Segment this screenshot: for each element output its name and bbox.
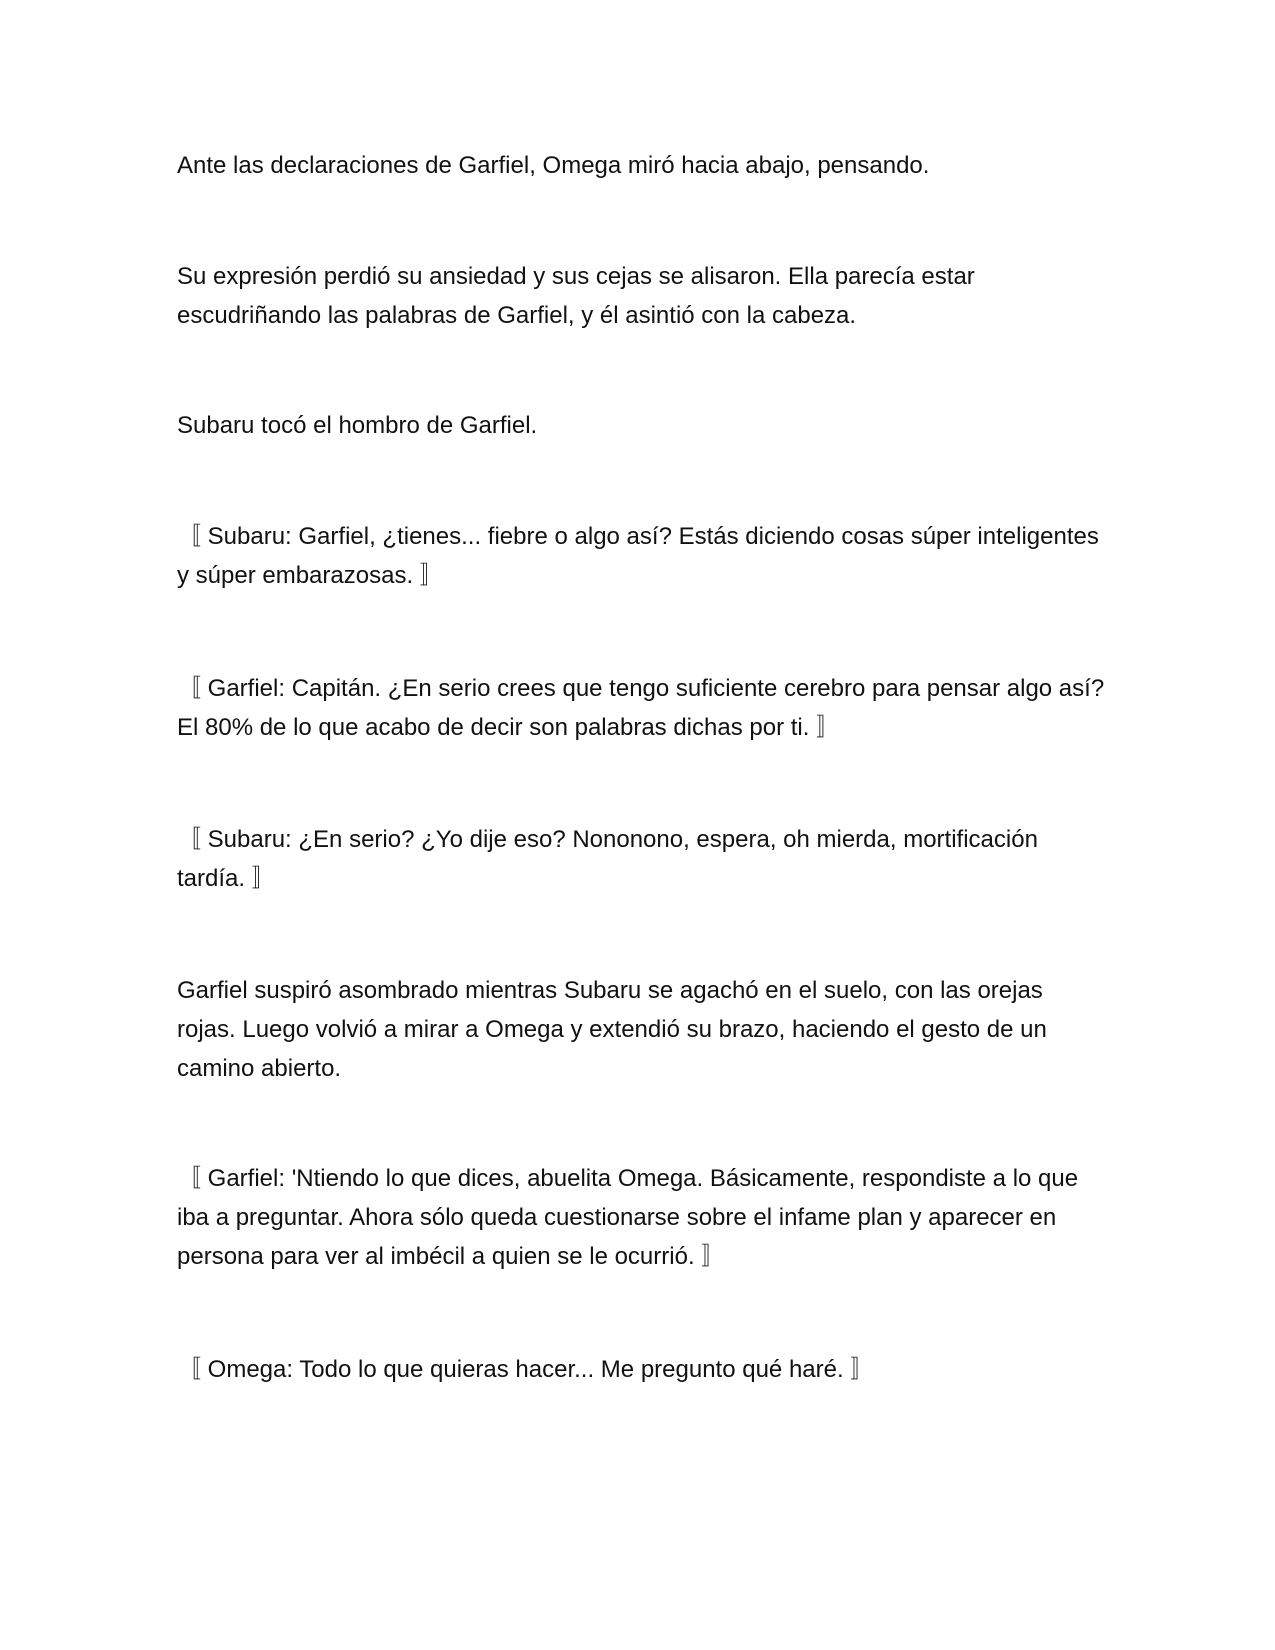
paragraph-narration-4: Garfiel suspiró asombrado mientras Subaru se agachó en el suelo, con las orejas rojas. Luego volvió a mirar a Omega y extendió su brazo, haciendo el gesto de un camino abierto. bbox=[177, 977, 1047, 1082]
dialogue-garfiel-1: 〚 Garfiel: Capitán. ¿En serio crees que tengo suficiente cerebro para pensar algo así? El 80% de lo que acabo de decir son palabras dichas por ti. 〛 bbox=[177, 675, 1105, 741]
paragraph-narration-3: Subaru tocó el hombro de Garfiel. bbox=[177, 412, 538, 439]
dialogue-subaru-2: 〚 Subaru: ¿En serio? ¿Yo dije eso? Nononono, espera, oh mierda, mortificación tardía. 〛 bbox=[177, 826, 1038, 892]
dialogue-garfiel-2: 〚 Garfiel: 'Ntiendo lo que dices, abuelita Omega. Básicamente, respondiste a lo que iba a preguntar. Ahora sólo queda cuestionarse sobre el infame plan y aparecer en persona para ver al imbécil a quien se le ocurrió. 〛 bbox=[177, 1165, 1079, 1270]
paragraph-narration-1: Ante las declaraciones de Garfiel, Omega miró hacia abajo, pensando. bbox=[177, 152, 930, 179]
dialogue-omega-1: 〚 Omega: Todo lo que quieras hacer... Me pregunto qué haré. 〛 bbox=[177, 1356, 875, 1383]
dialogue-subaru-1: 〚 Subaru: Garfiel, ¿tienes... fiebre o algo así? Estás diciendo cosas súper inteligentes y súper embarazosas. 〛 bbox=[177, 523, 1099, 589]
paragraph-narration-2: Su expresión perdió su ansiedad y sus cejas se alisaron. Ella parecía estar escudriñando las palabras de Garfiel, y él asintió con la cabeza. bbox=[177, 263, 975, 329]
